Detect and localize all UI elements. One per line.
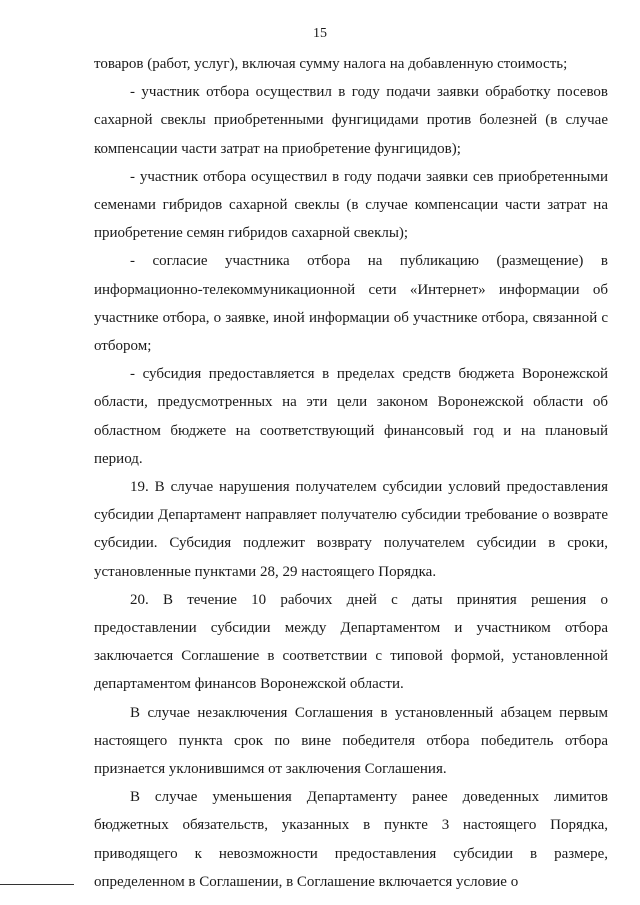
paragraph-item-20: 20. В течение 10 рабочих дней с даты принятия решения о предоставлении субсидии между Департаментом и участником отбора заключается Соглашение в соответствии с типовой формой, установленной департаментом финансов Воронежской области. [94, 591, 608, 693]
footnote-divider [0, 884, 74, 885]
page-number: 15 [313, 26, 327, 41]
paragraph-publication-consent: - согласие участника отбора на публикацию (размещение) в информационно-телекоммуникационной сети «Интернет» информации об участнике отбора, о заявке, иной информации об участнике отбора, связанной с отбором; [94, 253, 608, 355]
paragraph-fungicides-condition: - участник отбора осуществил в году подачи заявки обработку посевов сахарной свеклы приобретенными фунгицидами против болезней (в случае компенсации части затрат на приобретение фунгицидов); [94, 84, 608, 157]
paragraph-item-19: 19. В случае нарушения получателем субсидии условий предоставления субсидии Департамент направляет получателю субсидии требование о возврате субсидии. Субсидия подлежит возврату получателем субсидии в сроки, установленные пунктами 28, 29 настоящего Порядка. [94, 479, 608, 580]
paragraph-continuation: товаров (работ, услуг), включая сумму налога на добавленную стоимость; [94, 56, 568, 72]
paragraph-seeds-condition: - участник отбора осуществил в году подачи заявки сев приобретенными семенами гибридов сахарной свеклы (в случае компенсации части затрат на приобретение семян гибридов сахарной свеклы); [94, 168, 608, 242]
paragraph-limits-reduction: В случае уменьшения Департаменту ранее доведенных лимитов бюджетных обязательств, указанных в пункте 3 настоящего Порядка, приводящего к невозможности предоставления субсидии в размере, определенном в Соглашении, в Соглашение включается условие о [94, 789, 608, 890]
document-body [94, 50, 608, 896]
paragraph-budget-limits: - субсидия предоставляется в пределах средств бюджета Воронежской области, предусмотренных на эти цели законом Воронежской области об областном бюджете на соответствующий финансовый год и на плановый период. [94, 366, 608, 467]
paragraph-non-conclusion: В случае незаключения Соглашения в установленный абзацем первым настоящего пункта срок по вине победителя отбора победитель отбора признается уклонившимся от заключения Соглашения. [94, 704, 608, 778]
